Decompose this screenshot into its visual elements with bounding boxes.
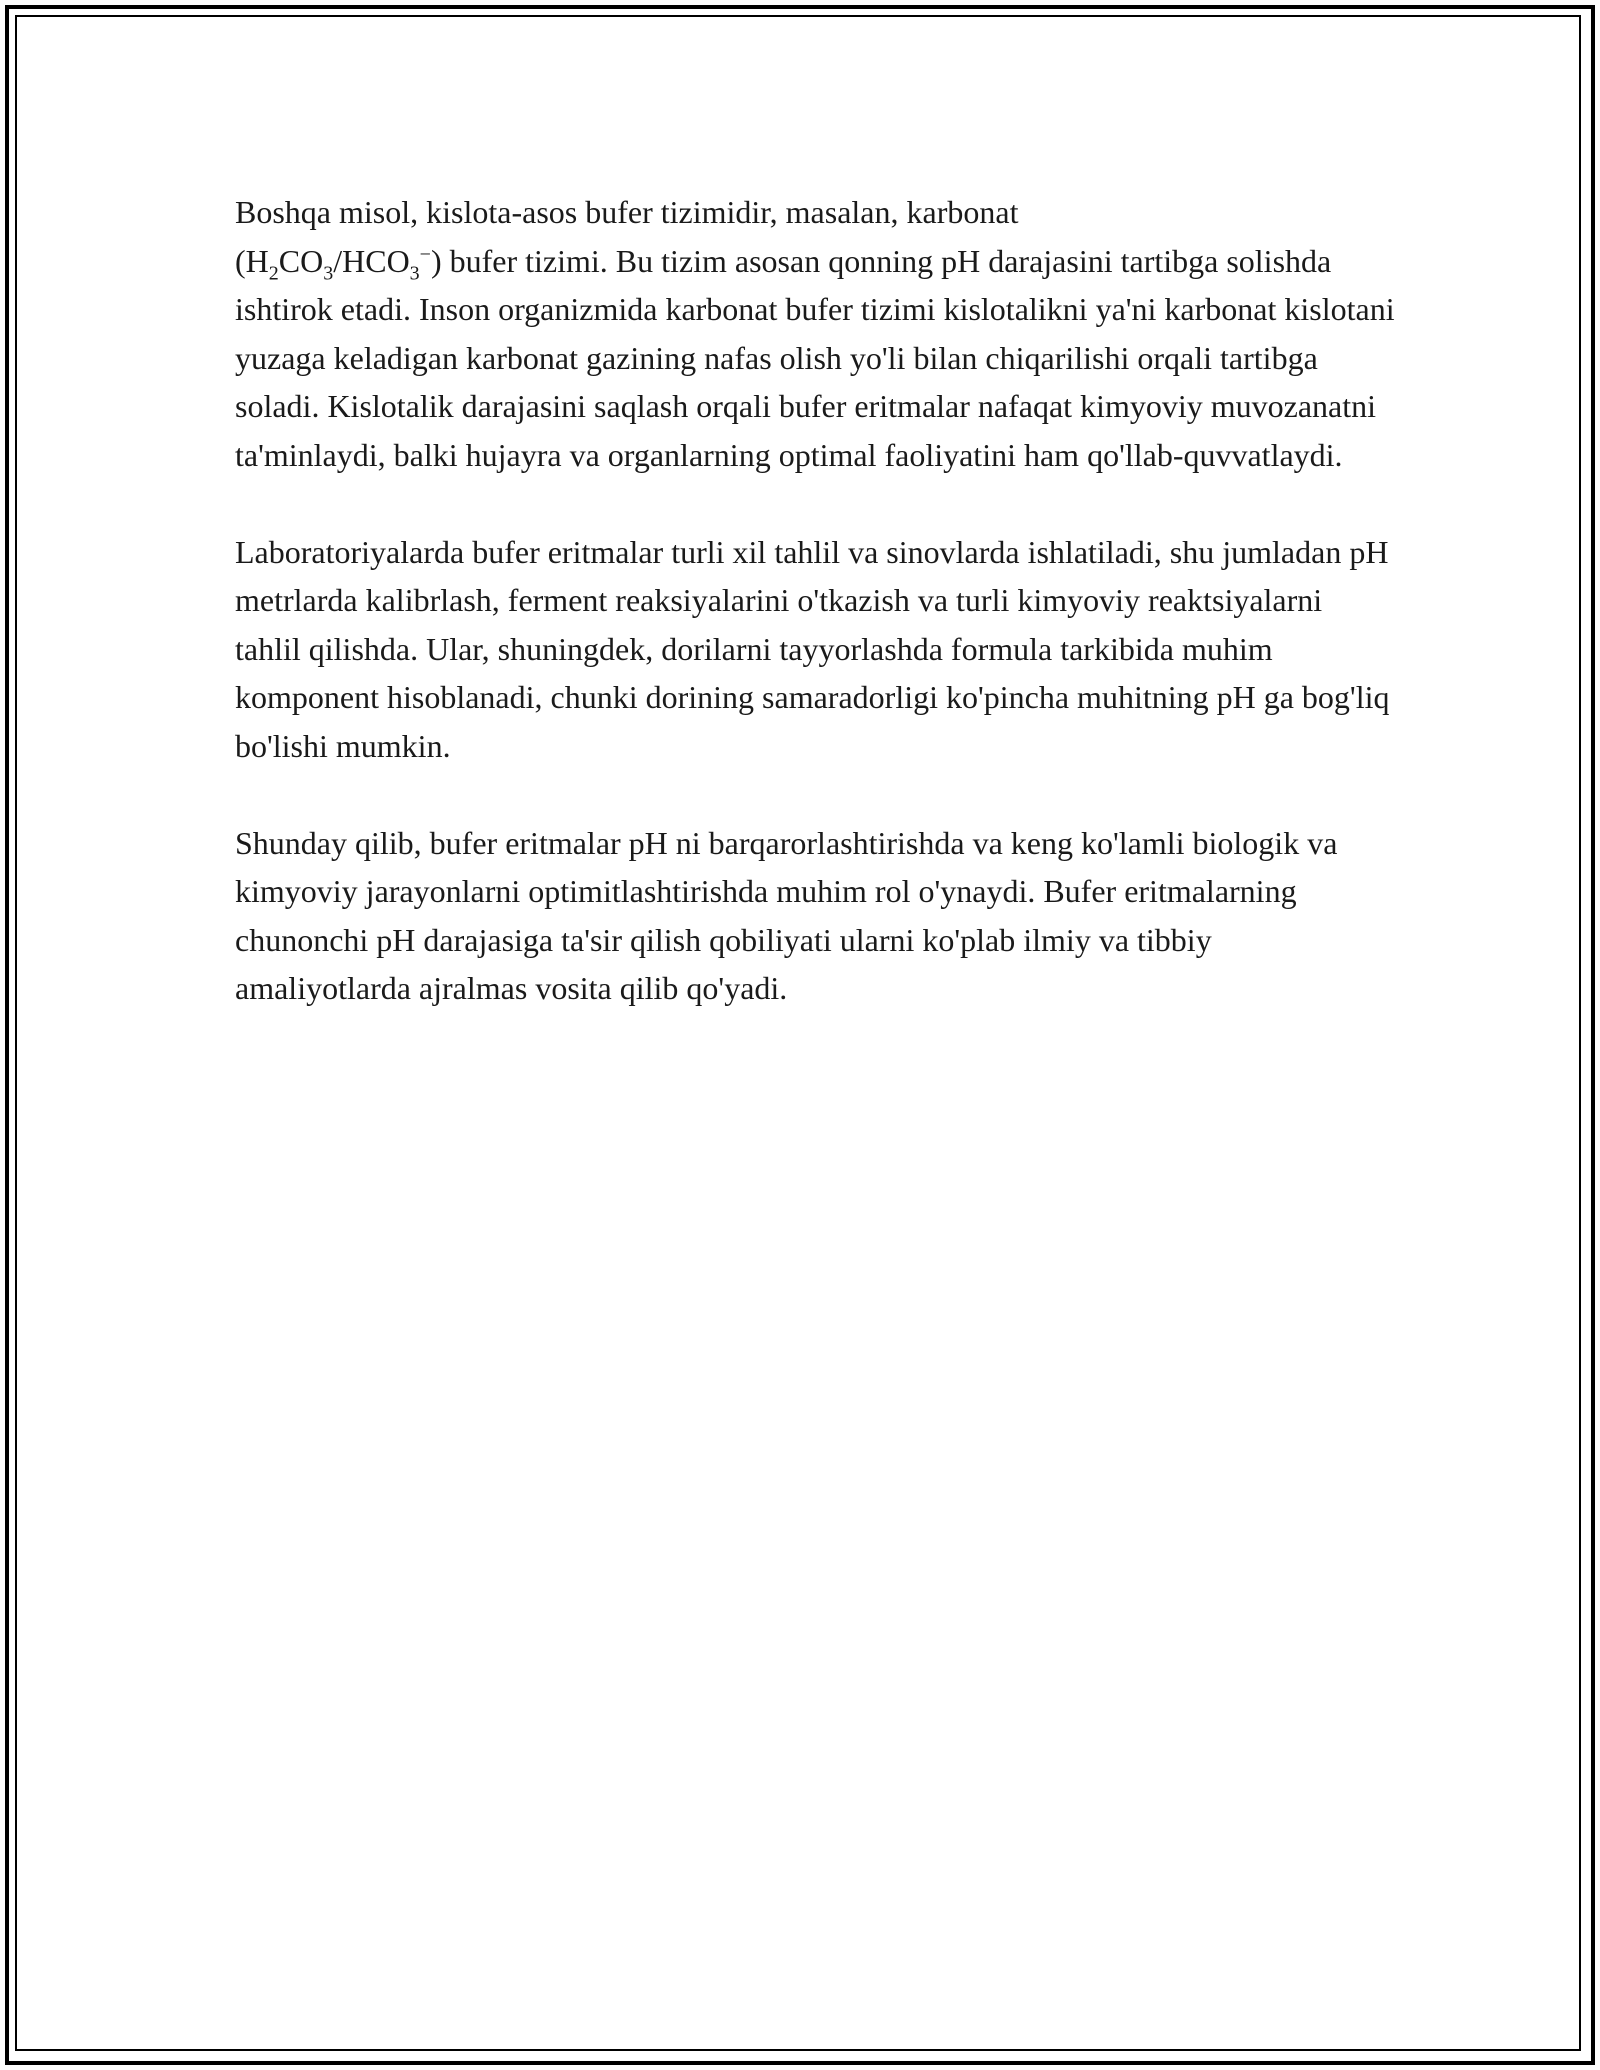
paragraph-conclusion: Shunday qilib, bufer eritmalar pH ni barqarorlashtirishda va keng ko'lamli biologik va kimyoviy jarayonlarni optimitlashtirishda muhim rol o'ynaydi. Bufer eritmalarning chunonchi pH darajasiga ta'sir qilish qobiliyati ularni ko'plab ilmiy va tibbiy amaliyotlarda ajralmas vosita qilib qo'yadi.: [235, 824, 1338, 1006]
document-body: [235, 188, 1395, 1061]
formula-subscript: 3: [409, 261, 420, 284]
formula-subscript: 2: [268, 261, 279, 284]
formula-part: /HCO: [333, 242, 410, 279]
paragraph-carbonate-buffer: [235, 188, 1395, 479]
formula-superscript: −: [419, 242, 431, 265]
formula-part: (H: [235, 242, 269, 279]
paragraph-rest: bufer tizimi. Bu tizim asosan qonning pH darajasini tartibga solishda ishtirok etadi. Inson organizmida karbonat bufer tizimi kislotalikni ya'ni karbonat kislotani yuzaga keladigan karbonat gazining nafas olish yo'li bilan chiqarilishi orqali tartibga soladi. Kislotalik darajasini saqlash orqali bufer eritmalar nafaqat kimyoviy muvozanatni ta'minlaydi, balki hujayra va organlarning optimal faoliyatini ham qo'llab-quvvatlaydi.: [235, 242, 1395, 473]
paragraph-intro: Boshqa misol, kislota-asos bufer tizimidir, masalan, karbonat: [235, 194, 1019, 230]
formula-part: ): [430, 242, 442, 279]
carbonate-formula: [235, 242, 442, 284]
formula-subscript: 3: [323, 261, 334, 284]
paragraph-laboratory-use: Laboratoriyalarda bufer eritmalar turli xil tahlil va sinovlarda ishlatiladi, shu jumladan pH metrlarda kalibrlash, ferment reaksiyalarini o'tkazish va turli kimyoviy reaktsiyalarni tahlil qilishda. Ular, shuningdek, dorilarni tayyorlashda formula tarkibida muhim komponent hisoblanadi, chunki dorining samaradorligi ko'pincha muhitning pH ga bog'liq bo'lishi mumkin.: [235, 533, 1390, 764]
formula-part: CO: [278, 242, 324, 279]
